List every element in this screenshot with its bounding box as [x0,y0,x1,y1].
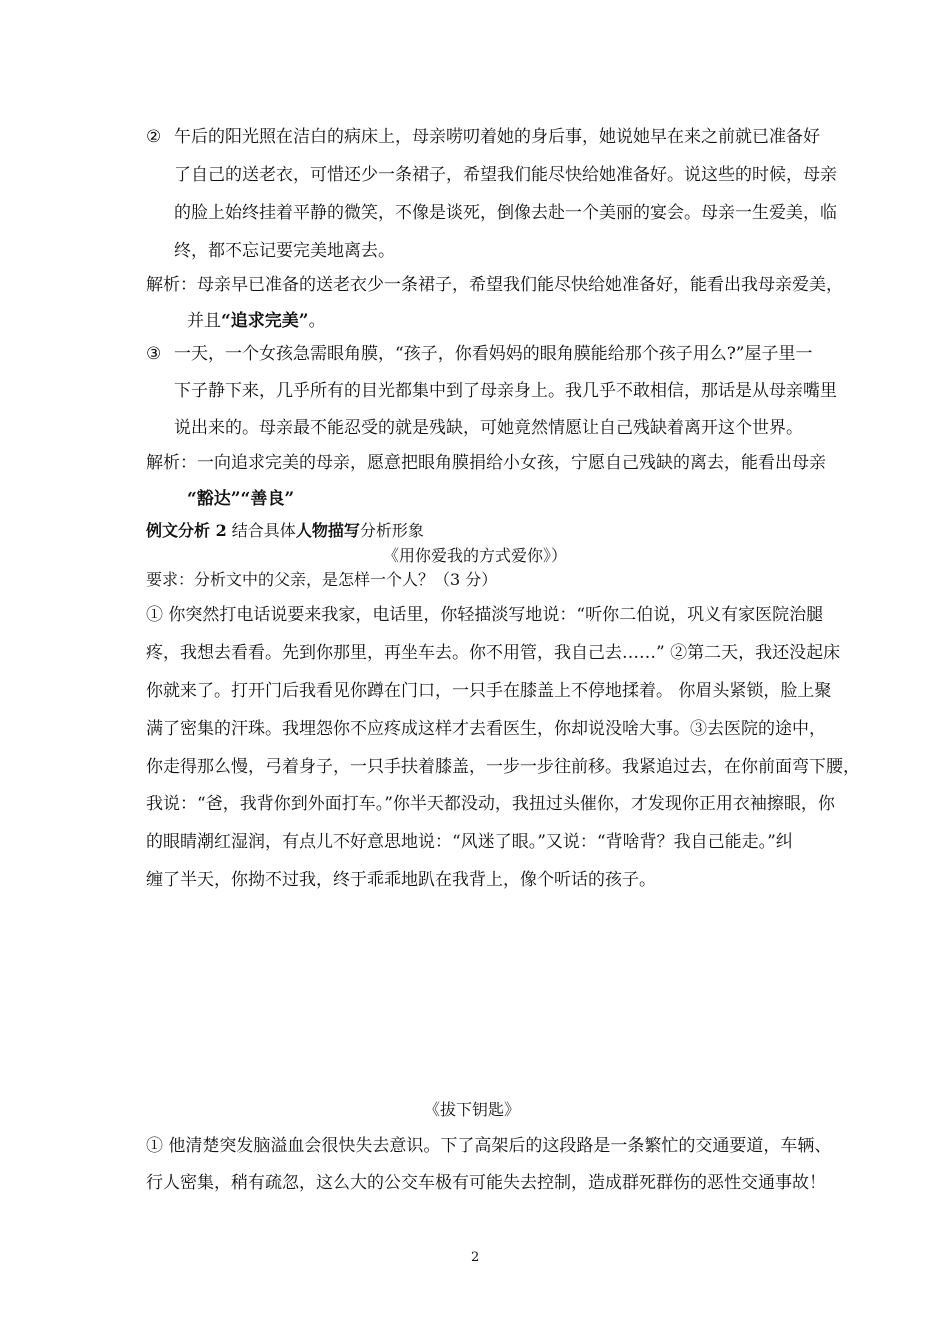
story-title: 《拔下钥匙》 [424,1100,521,1119]
text-line: 你就来了。打开门后我看见你蹲在门口，一只手在膝盖上不停地揉着。 你眉头紧锁，脸上聚 [146,681,832,701]
text-line: 行人密集，稍有疏忽，这么大的公交车极有可能失去控制，造成群死群伤的恶性交通事故！ [146,1173,826,1193]
requirement-line: 要求：分析文中的父亲，是怎样一个人？（3 分） [146,570,498,589]
heading-text: 分析形象 [359,521,424,540]
section-heading [146,520,424,542]
text-line: 午后的阳光照在洁白的病床上，母亲唠叨着她的身后事，她说她早在来之前就已准备好 [174,127,820,147]
text-line: ① 他清楚突发脑溢血会很快失去意识。下了高架后的这段路是一条繁忙的交通要道，车辆、 [146,1136,832,1156]
analysis-line [187,310,326,332]
text-line: 你走得那么慢，弓着身子，一只手扶着膝盖，一步一步往前移。我紧追过去，在你前面弯下腰， [146,757,860,777]
analysis-line: 解析：母亲早已准备的送老衣少一条裙子，希望我们能尽快给她准备好，能看出我母亲爱美， [146,275,843,295]
story-title: 《用你爱我的方式爱你》） [383,546,568,565]
paragraph-marker: ③ [146,344,162,364]
analysis-text: 。 [308,311,326,331]
text-line: 的眼睛潮红湿润，有点儿不好意思地说：“风迷了眼。”又说：“背啥背？我自己能走。”纠 [146,832,793,852]
text-line: 我说：“爸，我背你到外面打车。”你半天都没动，我扭过头催你，才发现你正用衣袖擦眼，你 [146,794,835,814]
analysis-keyword: “豁达”“善良” [187,489,295,509]
analysis-keyword: “追求完美” [221,311,309,331]
text-line: 了自己的送老衣，可惜还少一条裙子，希望我们能尽快给她准备好。说这些的时候，母亲 [174,165,837,185]
text-line: 缠了半天，你拗不过我，终于乖乖地趴在我背上，像个听话的孩子。 [146,870,656,890]
heading-bold: 例文分析 2 [146,521,227,540]
text-line: 下子静下来，几乎所有的目光都集中到了母亲身上。我几乎不敢相信，那话是从母亲嘴里 [174,381,837,401]
text-line: 满了密集的汗珠。我埋怨你不应疼成这样才去看医生，你却说没啥大事。③去医院的途中， [146,719,826,739]
text-line: 的脸上始终挂着平静的微笑，不像是谈死，倒像去赴一个美丽的宴会。母亲一生爱美，临 [174,203,837,223]
text-line: 说出来的。母亲最不能忍受的就是残缺，可她竟然情愿让自己残缺着离开这个世界。 [174,418,803,438]
page-number: 2 [471,1250,480,1265]
analysis-text: 并且 [187,311,221,331]
text-line: ① 你突然打电话说要来我家，电话里，你轻描淡写地说：“听你二伯说，巩义有家医院治腿 [146,605,824,625]
text-line: 终，都不忘记要完美地离去。 [174,241,395,261]
analysis-line: 解析：一向追求完美的母亲，愿意把眼角膜捐给小女孩，宁愿自己残缺的离去，能看出母亲 [146,453,826,473]
paragraph-marker: ② [146,127,162,147]
text-line: 疼，我想去看看。先到你那里，再坐车去。你不用管，我自己去……” ②第二天，我还没起床 [146,643,841,663]
text-line: 一天，一个女孩急需眼角膜，“孩子，你看妈妈的眼角膜能给那个孩子用么?”屋子里一 [174,344,813,364]
heading-text: 结合具体 [226,521,296,540]
heading-bold: 人物描写 [295,521,360,540]
